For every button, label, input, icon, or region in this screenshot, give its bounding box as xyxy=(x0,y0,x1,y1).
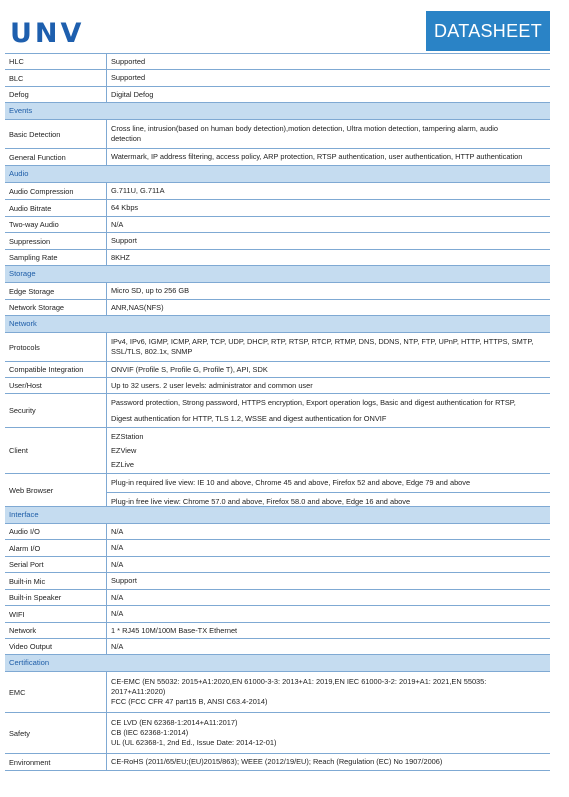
spec-value-line: Supported xyxy=(111,56,146,66)
spec-value xyxy=(107,474,550,506)
spec-value xyxy=(107,590,550,605)
spec-value xyxy=(107,524,550,539)
spec-value-line: FCC (FCC CFR 47 part15 B, ANSI C63.4-2014) xyxy=(111,697,268,706)
spec-value xyxy=(107,378,550,393)
section-header: Certification xyxy=(5,655,550,672)
spec-value-line: EZView xyxy=(111,445,137,455)
spec-value-line: CE LVD (EN 62368-1:2014+A11:2017) xyxy=(111,718,238,727)
spec-value xyxy=(107,394,550,427)
spec-value-line: Micro SD, up to 256 GB xyxy=(111,286,190,295)
spec-value-line: N/A xyxy=(111,543,124,552)
section-header: Interface xyxy=(5,507,550,524)
spec-row xyxy=(5,639,550,655)
spec-row xyxy=(5,283,550,300)
spec-value-line: Digital Defog xyxy=(111,89,154,99)
brand-logo: UNV xyxy=(10,18,85,49)
section-header: Storage xyxy=(5,266,550,283)
spec-value xyxy=(107,333,550,361)
spec-row xyxy=(5,183,550,200)
spec-label: Alarm I/O xyxy=(5,540,107,556)
spec-value xyxy=(107,573,550,589)
spec-value-line: N/A xyxy=(111,641,124,651)
section-header: Audio xyxy=(5,166,550,183)
spec-label: Audio Bitrate xyxy=(5,200,107,216)
spec-row xyxy=(5,200,550,217)
spec-label: Defog xyxy=(5,87,107,102)
spec-value xyxy=(107,120,550,148)
spec-value-line: CB (IEC 62368-1:2014) xyxy=(111,728,189,737)
spec-row xyxy=(5,54,550,70)
spec-label: Safety xyxy=(5,713,107,753)
spec-label: Basic Detection xyxy=(5,120,107,148)
spec-value xyxy=(107,54,550,69)
spec-value xyxy=(107,250,550,265)
page-header xyxy=(0,0,569,52)
spec-value xyxy=(107,672,550,712)
spec-value xyxy=(107,639,550,654)
spec-value-line: EZStation xyxy=(111,431,144,441)
spec-value xyxy=(107,362,550,377)
spec-value xyxy=(107,557,550,572)
spec-value-line: Supported xyxy=(111,73,146,82)
spec-row xyxy=(5,573,550,590)
spec-label: Security xyxy=(5,394,107,427)
spec-value-line: EZLive xyxy=(111,459,135,469)
spec-label: Protocols xyxy=(5,333,107,361)
spec-value-line: 64 Kbps xyxy=(111,203,139,212)
spec-value-line: 8KHZ xyxy=(111,252,130,262)
spec-value xyxy=(107,540,550,556)
spec-row xyxy=(5,87,550,103)
spec-row xyxy=(5,149,550,166)
spec-value-line: N/A xyxy=(111,219,124,229)
spec-value xyxy=(107,217,550,232)
spec-value-line: N/A xyxy=(111,559,124,569)
spec-value-line: CE-RoHS (2011/65/EU;(EU)2015/863); WEEE (2012/19/EU); Reach (Regulation (EC) No 1907/2006) xyxy=(111,757,443,766)
spec-value-line: ANR,NAS(NFS) xyxy=(111,302,164,312)
spec-label: Video Output xyxy=(5,639,107,654)
spec-value xyxy=(107,283,550,299)
spec-value-line: G.711U, G.711A xyxy=(111,186,165,195)
spec-row xyxy=(5,428,550,474)
spec-label: BLC xyxy=(5,70,107,86)
spec-row xyxy=(5,70,550,87)
spec-row xyxy=(5,250,550,266)
spec-value-line: detection xyxy=(111,134,141,143)
spec-row xyxy=(5,524,550,540)
spec-label: Sampling Rate xyxy=(5,250,107,265)
spec-label: Two-way Audio xyxy=(5,217,107,232)
datasheet-badge: DATASHEET xyxy=(426,11,550,51)
spec-value-line: Support xyxy=(111,576,137,585)
spec-label: Built-in Mic xyxy=(5,573,107,589)
spec-table xyxy=(5,53,550,771)
spec-row xyxy=(5,217,550,233)
spec-row xyxy=(5,713,550,754)
spec-value xyxy=(107,713,550,753)
section-header: Events xyxy=(5,103,550,120)
spec-value xyxy=(107,754,550,770)
spec-value-line: Cross line, intrusion(based on human body detection),motion detection, Ultra motion detection, tampering alarm, audio xyxy=(111,124,498,133)
spec-value xyxy=(107,149,550,165)
spec-row xyxy=(5,623,550,639)
spec-label: Web Browser xyxy=(5,474,107,506)
spec-value xyxy=(107,183,550,199)
spec-value xyxy=(107,87,550,102)
spec-label: Built-in Speaker xyxy=(5,590,107,605)
spec-row xyxy=(5,557,550,573)
spec-value-line: 2017+A11:2020) xyxy=(111,687,166,696)
spec-value xyxy=(107,70,550,86)
spec-row xyxy=(5,300,550,316)
spec-value-line: UL (UL 62368-1, 2nd Ed., Issue Date: 2014-12-01) xyxy=(111,738,277,747)
spec-value-line: CE-EMC (EN 55032: 2015+A1:2020,EN 61000-3-3: 2013+A1: 2019,EN IEC 61000-3-2: 2019+A1: 2021,EN 55035: xyxy=(111,677,487,686)
spec-row xyxy=(5,394,550,428)
spec-label: Environment xyxy=(5,754,107,770)
spec-value xyxy=(107,200,550,216)
spec-value xyxy=(107,623,550,638)
spec-label: Compatible Integration xyxy=(5,362,107,377)
spec-label: Network xyxy=(5,623,107,638)
spec-value-line: 1 * RJ45 10M/100M Base-TX Ethernet xyxy=(111,625,238,635)
spec-value-line: N/A xyxy=(111,526,124,536)
spec-value-line: ONVIF (Profile S, Profile G, Profile T), API, SDK xyxy=(111,364,268,374)
spec-row xyxy=(5,754,550,771)
spec-value-line: Plug-in free live view: Chrome 57.0 and above, Firefox 58.0 and above, Edge 16 and above xyxy=(107,492,550,511)
spec-value-line: N/A xyxy=(111,609,124,618)
spec-row xyxy=(5,362,550,378)
spec-value xyxy=(107,606,550,622)
spec-row xyxy=(5,333,550,362)
spec-label: Network Storage xyxy=(5,300,107,315)
spec-row xyxy=(5,474,550,507)
spec-label: EMC xyxy=(5,672,107,712)
spec-value-line: N/A xyxy=(111,592,124,602)
spec-row xyxy=(5,378,550,394)
spec-value-line: Watermark, IP address filtering, access policy, ARP protection, RTSP authentication, user authentication, HTTP authentication xyxy=(111,152,523,161)
spec-row xyxy=(5,120,550,149)
spec-row xyxy=(5,606,550,623)
spec-row xyxy=(5,672,550,713)
spec-label: Suppression xyxy=(5,233,107,249)
spec-label: Serial Port xyxy=(5,557,107,572)
spec-row xyxy=(5,590,550,606)
spec-value-line: Digest authentication for HTTP, TLS 1.2, WSSE and digest authentication for ONVIF xyxy=(111,413,387,423)
spec-value xyxy=(107,300,550,315)
spec-label: User/Host xyxy=(5,378,107,393)
spec-value-line: SSL/TLS, 802.1x, SNMP xyxy=(111,347,193,356)
spec-value xyxy=(107,428,550,473)
spec-row xyxy=(5,233,550,250)
spec-label: Audio Compression xyxy=(5,183,107,199)
spec-value-line: Plug-in required live view: IE 10 and above, Chrome 45 and above, Firefox 52 and above, Edge 79 and above xyxy=(111,478,471,487)
spec-label: Client xyxy=(5,428,107,473)
spec-value-line: IPv4, IPv6, IGMP, ICMP, ARP, TCP, UDP, DHCP, RTP, RTSP, RTCP, RTMP, DNS, DDNS, NTP, FTP, UPnP, HTTP, HTTPS, SMTP, xyxy=(111,337,534,346)
spec-value-line: Up to 32 users. 2 user levels: administrator and common user xyxy=(111,380,313,390)
section-header: Network xyxy=(5,316,550,333)
spec-label: General Function xyxy=(5,149,107,165)
spec-label: Audio I/O xyxy=(5,524,107,539)
spec-row xyxy=(5,540,550,557)
spec-value-line: Support xyxy=(111,236,137,245)
spec-label: HLC xyxy=(5,54,107,69)
spec-value-line: Password protection, Strong password, HTTPS encryption, Export operation logs, Basic and digest authentication for RTSP, xyxy=(111,397,516,407)
spec-label: Edge Storage xyxy=(5,283,107,299)
spec-value xyxy=(107,233,550,249)
spec-label: WIFI xyxy=(5,606,107,622)
